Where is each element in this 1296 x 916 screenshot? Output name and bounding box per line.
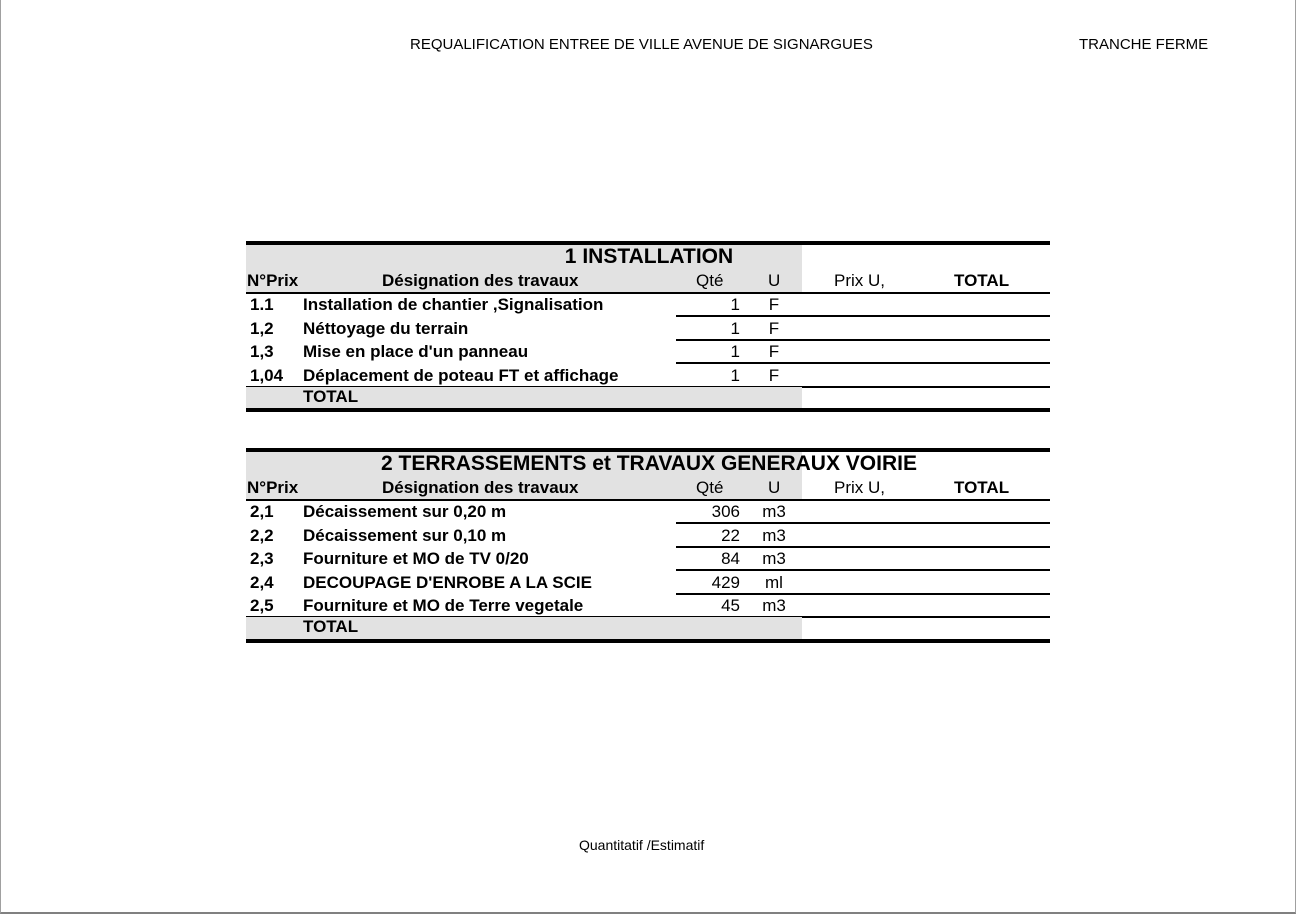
row-unit: m3 [762,526,786,545]
row-num: 1,3 [250,342,274,361]
row-qty: 1 [730,319,740,338]
row-unit: F [768,295,780,314]
col-header-num: N°Prix [247,478,299,497]
col-header-total: TOTAL [954,478,1010,497]
row-qty: 429 [711,573,740,592]
row-unit: F [768,342,780,361]
section-installation [246,241,1050,414]
col-header-unit-price: Prix U, [834,271,885,290]
row-qty: 45 [721,596,740,615]
col-header-total: TOTAL [954,271,1010,290]
table-row [246,317,1050,340]
table-row [246,571,1050,594]
row-designation: Déplacement de poteau FT et affichage [303,366,619,385]
row-num: 2,5 [250,596,274,615]
col-header-unit: U [768,478,781,497]
section-bottom-rule [246,408,1050,412]
row-num: 2,3 [250,549,274,568]
table-row [246,594,1050,617]
row-designation: Mise en place d'un panneau [303,342,529,361]
row-qty: 22 [721,526,740,545]
row-qty: 84 [721,549,740,568]
row-num: 2,4 [250,573,274,592]
row-designation: Décaissement sur 0,10 m [303,526,507,545]
col-header-qty: Qté [696,271,724,290]
row-unit: m3 [762,549,786,568]
row-unit: m3 [762,596,786,615]
col-header-num: N°Prix [247,271,299,290]
row-designation: Décaissement sur 0,20 m [303,502,507,521]
row-num: 2,1 [250,502,274,521]
row-unit: F [768,366,780,385]
row-num: 1.1 [250,295,274,314]
row-designation: Fourniture et MO de Terre vegetale [303,596,584,615]
row-unit: m3 [762,502,786,521]
row-unit: F [768,319,780,338]
row-designation: Installation de chantier ,Signalisation [303,295,604,314]
col-header-qty: Qté [696,478,724,497]
table-row [246,340,1050,363]
total-label: TOTAL [303,387,359,406]
row-designation: Fourniture et MO de TV 0/20 [303,549,529,568]
row-qty: 1 [730,342,740,361]
col-header-unit: U [768,271,781,290]
table-row [246,293,1050,316]
row-num: 1,04 [250,366,284,385]
row-designation: Néttoyage du terrain [303,319,469,338]
row-unit: ml [765,573,783,592]
row-qty: 1 [730,366,740,385]
section-terrassements [246,448,1050,646]
section-title: 1 INSTALLATION [564,245,734,268]
footer-label: Quantitatif /Estimatif [579,837,705,853]
table-row [246,364,1050,387]
col-header-designation: Désignation des travaux [382,478,579,497]
row-qty: 1 [730,295,740,314]
row-designation: DECOUPAGE D'ENROBE A LA SCIE [303,573,592,592]
section-title: 2 TERRASSEMENTS et TRAVAUX GENERAUX VOIRIE [381,452,917,475]
col-header-unit-price: Prix U, [834,478,885,497]
table-row [246,524,1050,547]
document-title: REQUALIFICATION ENTREE DE VILLE AVENUE DE SIGNARGUES [410,36,873,53]
total-label: TOTAL [303,617,359,636]
row-qty: 306 [711,502,740,521]
section-bottom-rule [246,639,1050,643]
tranche-label: TRANCHE FERME [1079,36,1209,53]
row-num: 2,2 [250,526,274,545]
table-row [246,500,1050,523]
row-num: 1,2 [250,319,274,338]
col-header-designation: Désignation des travaux [382,271,579,290]
table-row [246,547,1050,570]
